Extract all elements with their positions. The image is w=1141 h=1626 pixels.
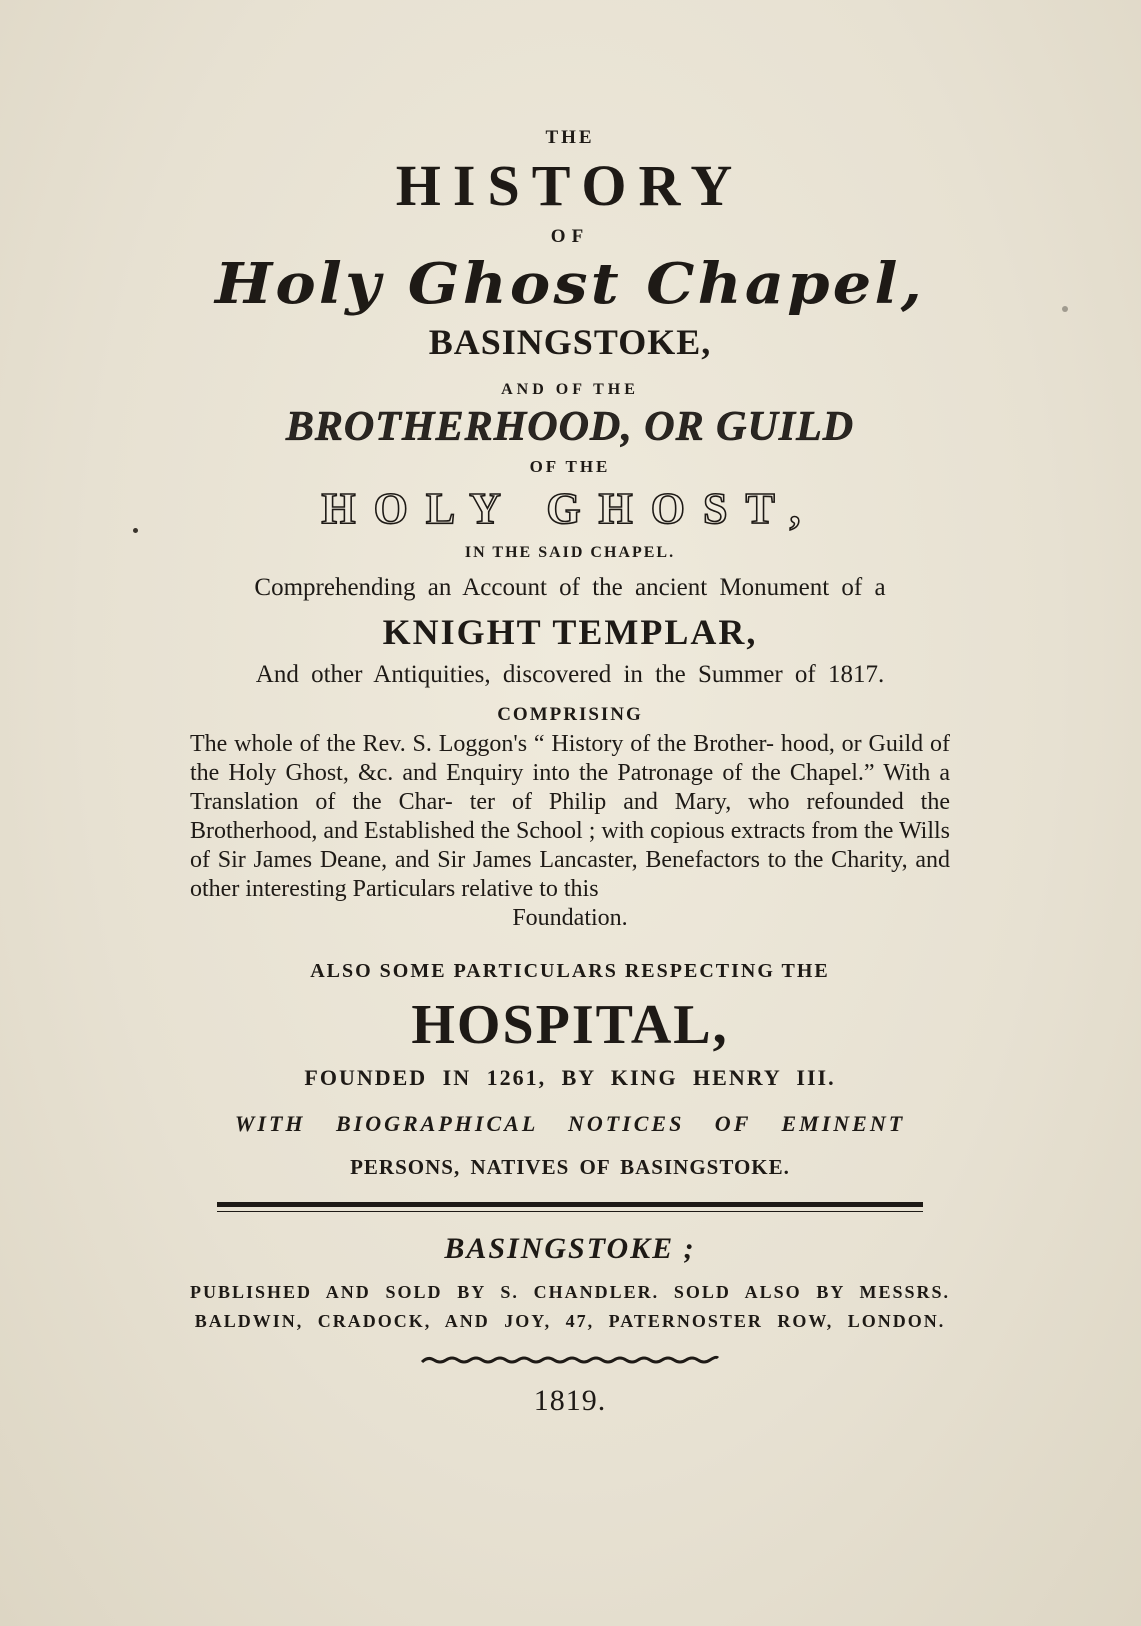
title-block [190,128,950,1416]
antiquities-line: And other Antiquities, discovered in the Summer of 1817. [255,661,885,688]
double-rule-divider [217,1202,923,1212]
knight-templar-heading: KNIGHT TEMPLAR, [382,612,758,652]
imprint-publisher: PUBLISHED AND SOLD BY S. CHANDLER. SOLD ALSO BY MESSRS. BALDWIN, CRADOCK, AND JOY, 47, PATERNOSTER ROW, LONDON. [190,1282,950,1331]
history-heading: HISTORY [395,153,745,218]
brotherhood-heading: BROTHERHOOD, OR GUILD [285,404,855,450]
comprehending-line: Comprehending an Account of the ancient Monument of a [254,574,886,601]
contents-text: The whole of the Rev. S. Loggon's “ History of the Brother- hood, or Guild of the Holy Ghost, &c. and Enquiry into the Patronage of the Chapel.” With a Translation of the Char- ter of Philip and Mary, who refounded the Brotherhood, and Established the School ; with copious extracts from the Wills of Sir James Deane, and Sir James Lancaster, Benefactors to the Charity, and other interesting Particulars relative to this [190,731,950,902]
holy-ghost-heading: HOLY GHOST, [321,484,819,533]
biographical-line: WITH BIOGRAPHICAL NOTICES OF EMINENT [234,1111,906,1136]
of-label: OF [550,226,590,247]
basingstoke-heading: BASINGSTOKE, [428,322,712,362]
founded-line: FOUNDED IN 1261, BY KING HENRY III. [304,1065,836,1090]
thick-rule [217,1202,923,1207]
thin-rule [217,1211,923,1212]
hospital-heading: HOSPITAL, [411,994,729,1056]
contents-paragraph [190,730,950,933]
chapel-heading: Holy Ghost Chapel, [214,251,926,317]
said-chapel-label: IN THE SAID CHAPEL. [464,544,676,561]
and-of-the-label: AND OF THE [501,381,639,398]
also-label: ALSO SOME PARTICULARS RESPECTING THE [310,960,830,982]
wavy-ornament-icon [420,1354,720,1366]
foundation-word: Foundation. [512,905,628,931]
imprint-place: BASINGSTOKE ; [444,1232,696,1265]
persons-line: PERSONS, NATIVES OF BASINGSTOKE. [350,1155,790,1179]
the-label: THE [545,127,595,148]
of-the-label: OF THE [529,457,611,476]
publication-year: 1819. [533,1384,607,1417]
comprising-label: COMPRISING [497,704,643,725]
paper-speck [1062,306,1068,312]
paper-speck [133,528,138,533]
